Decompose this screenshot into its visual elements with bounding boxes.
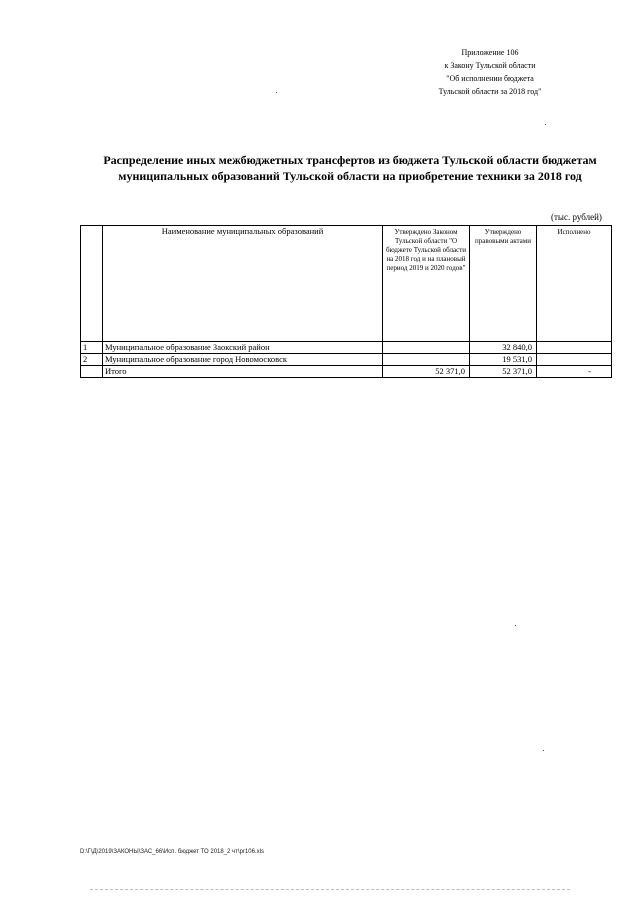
table-row: [81, 354, 612, 366]
table-total-row: [81, 366, 612, 378]
scan-speck: [545, 124, 546, 125]
row-executed: [537, 354, 612, 366]
scan-speck: [515, 625, 516, 626]
total-approved-acts: 52 371,0: [470, 366, 537, 378]
total-num: [81, 366, 103, 378]
total-executed: -: [537, 366, 612, 378]
appendix-header: [400, 46, 580, 98]
appendix-line-3: "Об исполнении бюджета: [446, 74, 534, 83]
header-approved-law: Утверждено Законом Тульской области "О бюджете Тульской области на 2018 год и на плановый период 2019 и 2020 годов": [383, 226, 470, 342]
table-header-row: [81, 226, 612, 342]
total-approved-law: 52 371,0: [383, 366, 470, 378]
row-executed: [537, 342, 612, 354]
header-approved-acts: Утверждено правовыми актами: [470, 226, 537, 342]
scan-speck: [276, 92, 277, 93]
row-approved-law: [383, 354, 470, 366]
appendix-line-4: Тульской области за 2018 год": [438, 87, 542, 96]
header-executed: Исполнено: [537, 226, 612, 342]
header-name: Наименование муниципальных образований: [103, 226, 383, 342]
total-name: Итого: [103, 366, 383, 378]
file-path-footer: D:\Г\Д\2019\ЗАКОНЫ\ЗАС_66\Исп. бюджет ТО 2018_2 чт\pr106.xls: [80, 849, 264, 855]
row-approved-acts: 32 840,0: [470, 342, 537, 354]
row-approved-law: [383, 342, 470, 354]
row-name: Муниципальное образование город Новомосковск: [103, 354, 383, 366]
document-title: [60, 152, 640, 184]
header-num: [81, 226, 103, 342]
transfers-table: [80, 225, 612, 378]
title-line-1: Распределение иных межбюджетных трансфертов из бюджета Тульской области бюджетам: [103, 153, 597, 167]
table-row: [81, 342, 612, 354]
appendix-line-1: Приложение 106: [461, 48, 519, 57]
scan-speck: [543, 750, 544, 751]
row-approved-acts: 19 531,0: [470, 354, 537, 366]
title-line-2: муниципальных образований Тульской области на приобретение техники за 2018 год: [118, 169, 582, 183]
appendix-line-2: к Закону Тульской области: [444, 61, 536, 70]
units-label: (тыс. рублей): [551, 212, 602, 222]
scan-artifact-line: [90, 889, 570, 890]
row-name: Муниципальное образование Заокский район: [103, 342, 383, 354]
row-num: 2: [81, 354, 103, 366]
row-num: 1: [81, 342, 103, 354]
